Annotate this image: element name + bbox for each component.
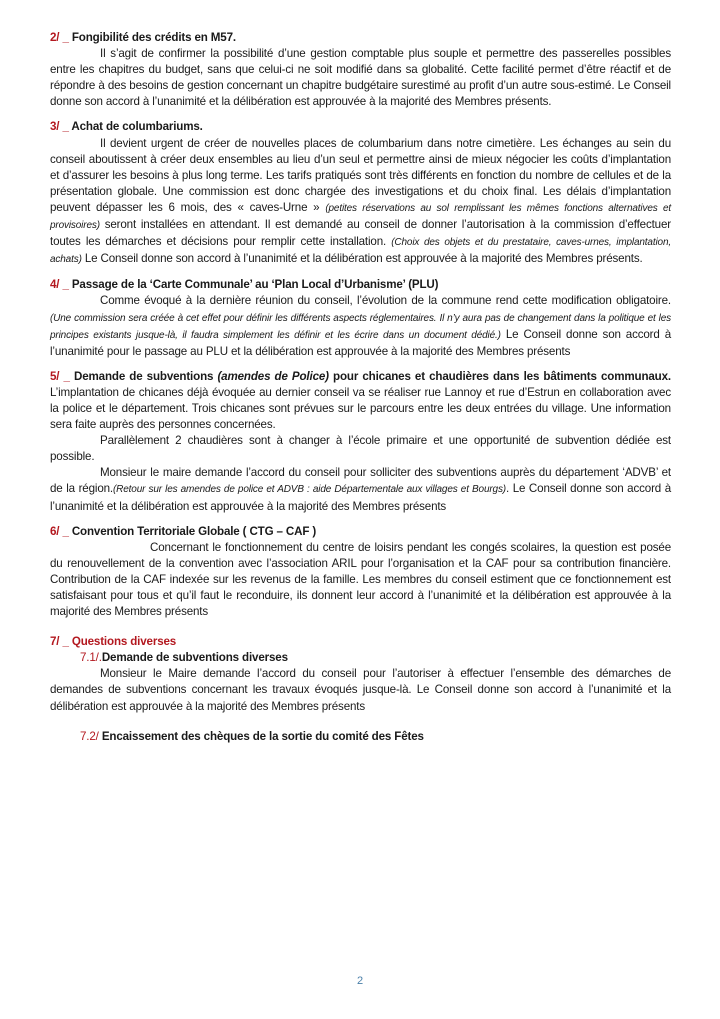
section-title: Questions diverses bbox=[71, 635, 177, 649]
section-number: 7/ _ bbox=[50, 635, 69, 649]
section-heading bbox=[50, 524, 671, 540]
section-title: Achat de columbariums. bbox=[71, 120, 203, 134]
section-2 bbox=[50, 30, 671, 110]
body-text: Le Conseil donne son accord à l’unanimité et la délibération est approuvée à la majorité des Membres présents. bbox=[81, 252, 643, 266]
section-title: Fongibilité des crédits en M57. bbox=[71, 31, 236, 44]
section-title-italic: (amendes de Police) bbox=[217, 369, 329, 383]
section-heading bbox=[50, 634, 671, 650]
subsection-number: 7.2/ bbox=[80, 729, 99, 743]
body-text: Le Conseil donne son accord à l’unanimité pour le passage au PLU et la délibération est approuvée à la majorité des Membres présents bbox=[50, 327, 671, 358]
body-text: L’implantation de chicanes déjà évoquée au dernier conseil va se réaliser rue Lannoy et rue d’Estrun en collaboration avec la police et le département. Trois chicanes sont prévues sur le parcours entre les deux entrées du village. Une information sera faite auprès des personnes concernées. bbox=[50, 385, 671, 432]
section-heading bbox=[50, 119, 671, 135]
subsection-body: Monsieur le Maire demande l’accord du conseil pour l’autoriser à effectuer l’ensemble des démarches de demandes de subventions concernant les travaux évoqués jusque-là. Le Conseil donne son accord à l’unanimité et la délibération est approuvée à la majorité des Membres présents bbox=[50, 667, 671, 713]
section-5 bbox=[50, 369, 671, 515]
italic-note: (petites réservations au sol remplissant les mêmes fonctions alternatives et provisoires) bbox=[50, 202, 672, 232]
section-4 bbox=[50, 277, 671, 359]
section-title: pour chicanes et chaudières dans les bâtiments communaux. bbox=[328, 369, 671, 383]
body-text: seront installées en attendant. Il est demandé au conseil de donner l’autorisation à la commission d’effectuer toutes les démarches et décisions pour remplir cette installation. bbox=[50, 218, 671, 249]
subsection-title: Encaissement des chèques de la sortie du comité des Fêtes bbox=[98, 729, 424, 743]
section-number: 3/ _ bbox=[50, 120, 69, 134]
section-body: Il s’agit de confirmer la possibilité d’une gestion comptable plus souple et permettre des passerelles possibles entre les chapitres du budget, sans que celui-ci ne soit modifié dans sa globalité. Cette facilité permet d’être réactif et de répondre à des besoins de gestion concernant un chapitre budgétaire surestimé au profit d’un autre sous-estimé. Le Conseil donne son accord à l’unanimité et la délibération est approuvée à la majorité des Membres présents. bbox=[50, 47, 671, 109]
subsection-heading bbox=[80, 729, 671, 745]
italic-note: (Une commission sera créée à cet effet pour définir les différents aspects réglementaires. Il n’y aura pas de changement dans la politique et les principes existants jusque-là, il faudra simplement les définir et les écrire dans un document dédié.) bbox=[50, 312, 671, 341]
subsection-heading bbox=[80, 650, 671, 666]
document-page bbox=[50, 30, 671, 754]
section-body: Concernant le fonctionnement du centre de loisirs pendant les congés scolaires, la question est posée du renouvellement de la convention avec l’association ARIL pour l’organisation et la CAF pour sa contribution financière. Contribution de la CAF indexée sur les revenus de la famille. Les membres du conseil estiment que ce fonctionnement est satisfaisant pour tous et qu’il faut le reconduire, ils donnent leur accord à l’unanimité et la délibération est approuvée à la majorité des Membres présents bbox=[50, 540, 671, 619]
subsection-title: Demande de subventions diverses bbox=[101, 651, 288, 665]
section-body bbox=[50, 136, 671, 269]
section-number: 2/ _ bbox=[50, 31, 69, 44]
section-7 bbox=[50, 634, 671, 745]
section-title: Passage de la ‘Carte Communale’ au ‘Plan Local d’Urbanisme’ (PLU) bbox=[71, 278, 439, 292]
section-number: 6/ _ bbox=[50, 524, 69, 538]
section-body bbox=[50, 293, 671, 359]
body-text: Comme évoqué à la dernière réunion du conseil, l’évolution de la commune rend cette modification obligatoire. bbox=[100, 294, 671, 308]
page-number: 2 bbox=[356, 975, 364, 987]
section-heading bbox=[50, 30, 671, 46]
section-title: Demande de subventions bbox=[69, 369, 218, 383]
section-title: Convention Territoriale Globale ( CTG – CAF ) bbox=[71, 524, 317, 538]
italic-note: (Retour sur les amendes de police et ADVB : aide Départementale aux villages et Bourgs) bbox=[113, 484, 506, 496]
section-body: Parallèlement 2 chaudières sont à changer à l’école primaire et une opportunité de subvention dédiée est possible. bbox=[50, 434, 671, 464]
section-6 bbox=[50, 524, 671, 621]
section-heading bbox=[50, 277, 671, 293]
body-text: Il devient urgent de créer de nouvelles places de columbarium dans notre cimetière. Les échanges au sein du conseil aboutissent à créer deux ensembles au lieu d’un seul et permettre ainsi de mieux négocier les coûts d’implantation et d’assurer les besoins à plus long terme. Les tarifs pratiqués sont très différents en fonction du nombre de cellules et de la présentation globale. Une commission est donc chargée des investigations et du choix final. Les délais d’implantation peuvent dépasser les 6 mois, des « caves-Urne » bbox=[50, 136, 671, 214]
section-number: 5/ _ bbox=[50, 369, 70, 383]
section-number: 4/ _ bbox=[50, 278, 69, 292]
body-text: . Le Conseil donne son accord à l’unanimité et la délibération est approuvée à la majorité des Membres présents bbox=[50, 482, 672, 513]
italic-note: (Choix des objets et du prestataire, caves-urnes, implantation, achats) bbox=[50, 237, 671, 266]
subsection-number: 7.1/. bbox=[80, 651, 102, 665]
body-text: Monsieur le maire demande l’accord du conseil pour solliciter des subventions auprès du département ‘ADVB’ et de la région. bbox=[50, 466, 671, 496]
section-body bbox=[50, 465, 671, 514]
section-3 bbox=[50, 119, 671, 268]
section-heading-and-body bbox=[50, 369, 671, 433]
